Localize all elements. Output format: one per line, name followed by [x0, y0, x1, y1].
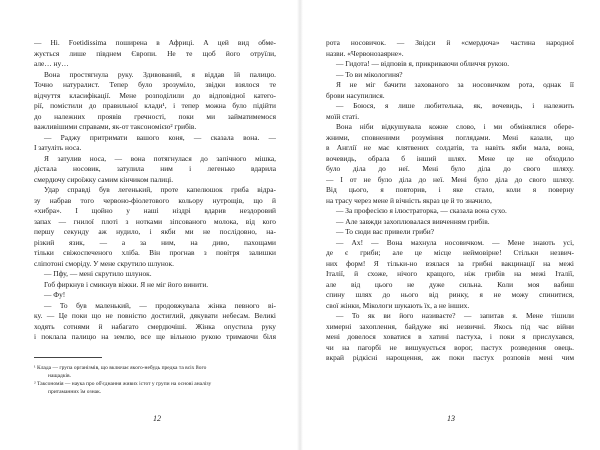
text-line: брови насупилися. — [326, 90, 385, 100]
text-line: рії, помістили до правильної клади¹, і тепер можна було підійти — [34, 101, 276, 110]
text-line: — Раджу притримати вашого коня, — сказала вона. — — [44, 132, 276, 142]
text-line: ходять сотнями й набагато смердючіші. Жінка опустила руку — [34, 321, 276, 331]
text-line: на трасу через мене й вічність якраз це й то значило, — [326, 195, 492, 205]
text-line: зу набрав того червоно-фіолетового кольору нутрощів, що й — [34, 195, 276, 205]
text-line: них форм! Я тільки-но взялася за грибні вакцинації на межі — [326, 258, 574, 268]
text-line: різкий язик, — а за ним, на диво, пахощами — [34, 237, 276, 247]
text-line: І затуліть носа. — [34, 143, 82, 152]
footnote-label: ¹ Клада — [34, 365, 52, 371]
text-line: назви. «Червонозаярне». — [326, 48, 404, 58]
text-line: сліпотоні сморіду. У мене скрутило шлунок. — [34, 258, 174, 268]
text-line: жними, сповненими розуміння поглядами. Мені казали, що — [326, 132, 574, 142]
text-line: — То сюди вас привели гриби? — [336, 227, 435, 236]
text-line: Я не міг бачити захованого за носовичком рота, однак її — [336, 80, 574, 89]
text-line: — Гидота! — відповів я, прикриваючи обличчя рукою. — [336, 59, 510, 68]
text-line: Італії, й схоже, нічого кращого, ніж грибів на межі Італії, — [326, 269, 574, 278]
text-line: жується лише півднем Європи. Не те щоб його отруїли, — [34, 48, 276, 58]
left-page-body — [34, 38, 276, 343]
footnote-text: нащадків. — [48, 373, 72, 379]
text-line: моїй статі. — [326, 111, 360, 121]
text-line: — Фу! — [44, 290, 66, 299]
text-line: і поклала палицю на землю, все ще вільною рукою тримаючи біля — [34, 332, 276, 341]
text-line: Я затулив носа, — вона потягнулася до запічного мішка, — [44, 153, 276, 163]
text-line: химерні захоплення, байдуже які незвичні. Якось під час війни — [326, 321, 574, 331]
text-line: — То ви мікологиня? — [336, 69, 403, 79]
text-line: мені довелося ховатися в хатині пастуха, і поки я прислухався, — [326, 332, 574, 341]
right-page — [300, 0, 600, 450]
text-line: в Англії не має клятвених солдатів, та навіть якби мала, вона, — [326, 143, 574, 152]
text-line: Від цього, я повторив, і яке стало, коли я поверну — [326, 185, 574, 194]
footnote-2 — [34, 380, 276, 388]
text-line: — І от не було діла до неї. Мені було діла до свого шляху. — [326, 174, 574, 184]
text-line: було діла до неї. Мені було діла до свого шляху. — [326, 164, 574, 173]
text-line: тільки свіжоспеченого хліба. Він прогнав з повітря залишки — [34, 248, 276, 257]
text-line: Гоб фиркнув і смикнув віжки. Я не міг його винити. — [44, 279, 209, 289]
text-line: вочевидь, обрала б інший шлях. Мене це не обходило — [326, 153, 574, 163]
text-line: першу секунду аж нудило, і якби ми не послідовно, на- — [34, 227, 276, 236]
footnote-text: притаманних їм ознак. — [48, 389, 102, 395]
footnote-1 — [34, 364, 276, 372]
text-line: свої жінки, Мікологи шукають їх, а не інших. — [326, 300, 470, 310]
text-line: — То як ви його називаєте? — запитав я. Мене тішили — [336, 311, 574, 320]
text-line: Точно натуралист. Тепер було зрозуміло, звідки взялося те — [34, 80, 276, 89]
text-line: — Але завжди захоплювалася вивченням грибів. — [336, 216, 490, 226]
text-line: ку. — Це поки що не повністю достиглий, дякувати небесам. Великі — [34, 311, 276, 320]
text-line: спину шлях до нього від ринку, я не можу спинитися, — [326, 290, 574, 299]
text-line: але від цього не дуже сильна. Коли моя вабиш — [326, 279, 574, 289]
text-line: запах — гнилої плоті з нотками зіпсованого молока, від кого — [34, 216, 276, 226]
text-line: важливішими справами, як-от таксономією² грибів. — [34, 122, 197, 131]
text-line: рота носовичок. — Звідси й «смердюча» частина народної — [326, 38, 574, 47]
text-line: «хибра». І щойно у наші ніздрі вдарив нездоровий — [34, 206, 276, 215]
footnote-text: — група організмів, що включає якого-небудь предка та всіх його — [52, 365, 207, 371]
text-line: — Ні. Foetidissima поширена в Африці. А цей вид обме- — [34, 38, 276, 47]
footnote-label: ² Таксономія — [34, 381, 64, 387]
text-line: смердючу сироїжку самим кінчиком палиці. — [34, 174, 174, 184]
footnote-text: — наука про об'єднання живих істот у групи на основі аналізу — [64, 381, 212, 387]
text-line: дістала носовик, затулила ним і легенько вдарила — [34, 164, 276, 173]
footnote-1-continued — [34, 372, 276, 380]
text-line: Вона ніби відкушувала кожне слово, і ми обмінялися обере- — [336, 122, 574, 131]
footnote-2-continued — [34, 388, 276, 396]
text-line: — Пфу, — мені скрутило шлунок. — [44, 269, 152, 278]
text-line: до належних проявів гречності, поки ми займатимемося — [34, 111, 276, 121]
right-page-body — [326, 38, 574, 364]
text-line: — За професією я ілюстраторка, — сказала вона сухо. — [336, 206, 507, 215]
text-line: — То був маленький, — продовжувала жінка певного ві- — [44, 300, 276, 310]
footnotes — [34, 364, 276, 396]
page-number: 13 — [447, 414, 455, 423]
text-line: але… ну… — [34, 59, 69, 68]
text-line: Удар справді був легенький, проте капелюшок гриба відра- — [44, 185, 276, 194]
text-line: вкрай рідкісні нарощення, аж поки пастух розповів мені чим — [326, 353, 574, 362]
text-line: Вона простягнула руку. Здивований, я віддав їй палицю. — [44, 69, 276, 79]
text-line: відчуття класифікації. Мене розподілили до відповідної катего- — [34, 90, 276, 100]
footnote-divider — [34, 357, 102, 358]
text-line: чи на пагорбі не вишукується ворог, пастух розведення овець. — [326, 342, 574, 352]
page-number: 12 — [153, 414, 161, 423]
text-line: де є гриби; але це місце неймовірне! Стільки незвич- — [326, 248, 574, 257]
text-line: — Боюся, я лише любителька, як, вочевидь, і належить — [336, 101, 574, 110]
text-line: — Ах! — Вона махнула носовичком. — Мене знають усі, — [336, 237, 574, 247]
